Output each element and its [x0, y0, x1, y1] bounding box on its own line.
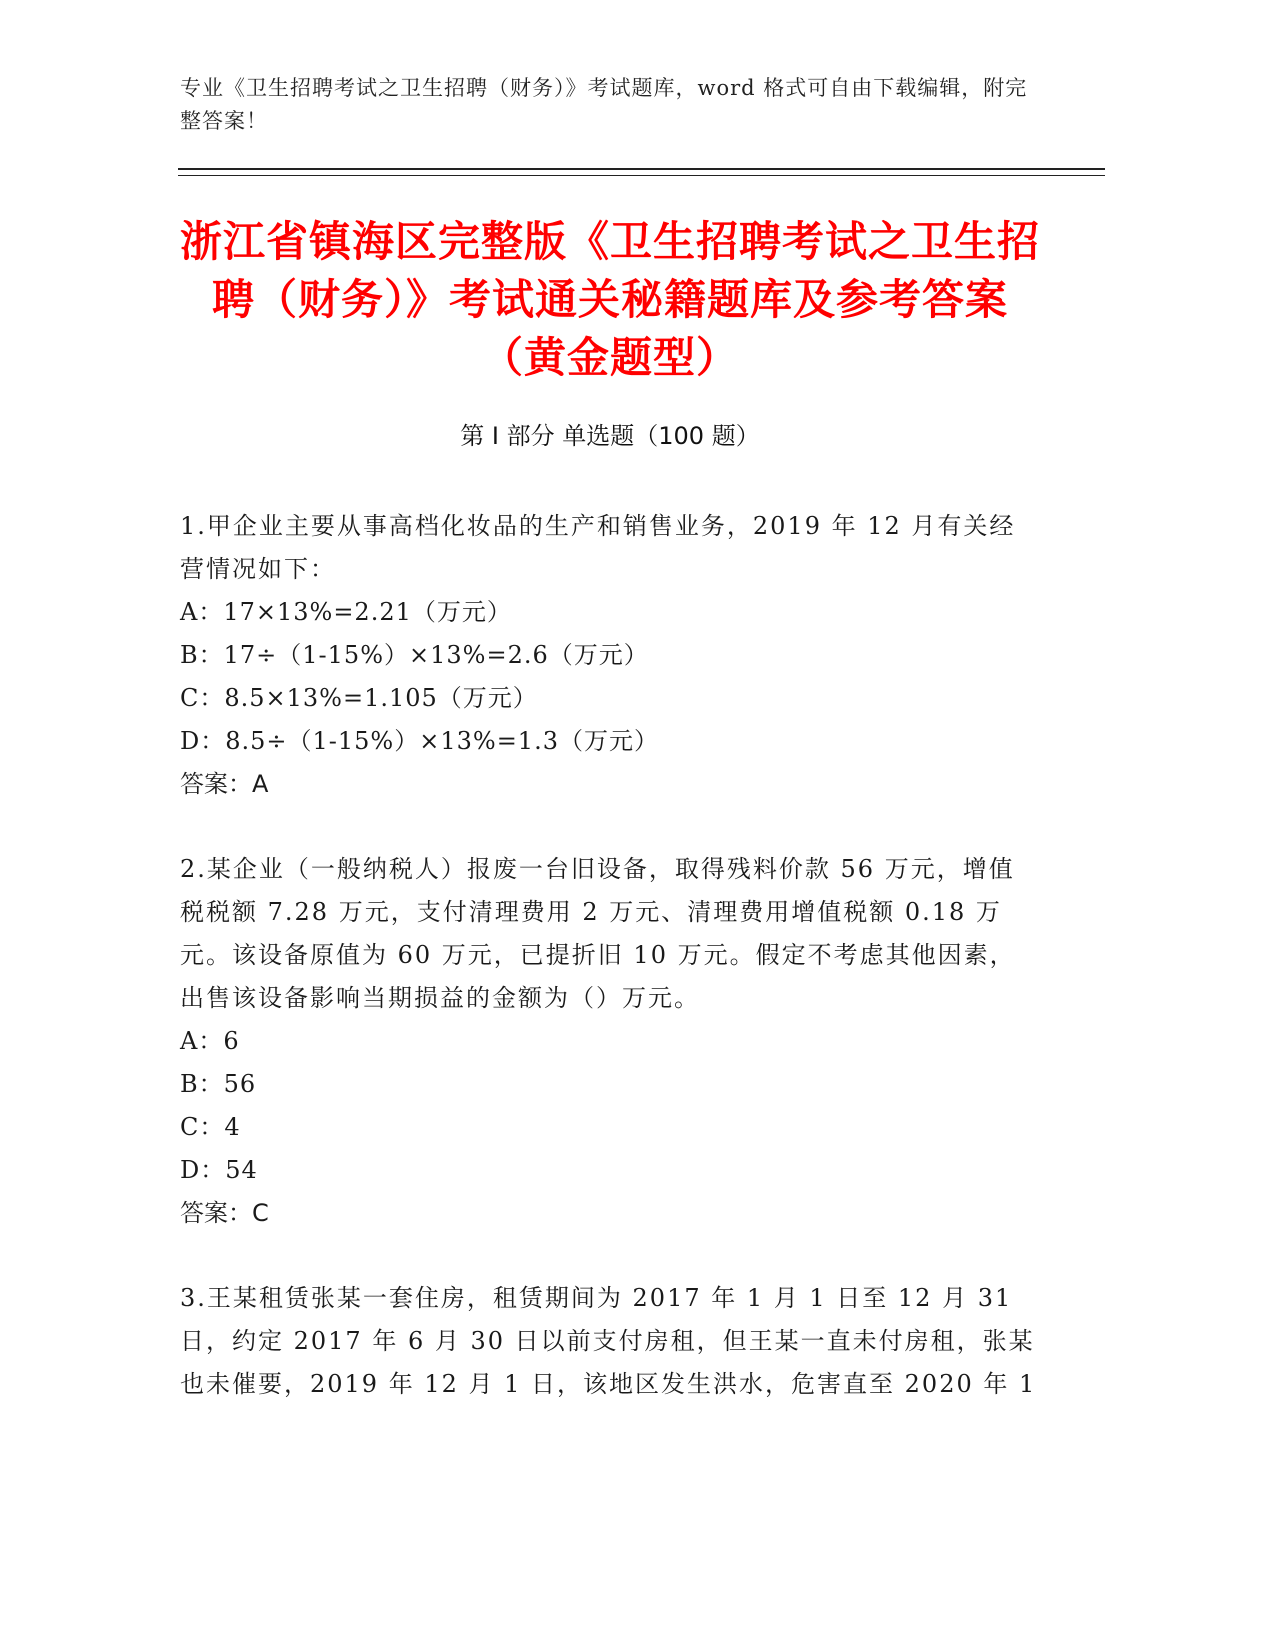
section-heading: 第 I 部分 单选题（100 题）	[460, 422, 760, 450]
question-stem: 3.王某租赁张某一套住房，租赁期间为 2017 年 1 月 1 日至 12 月 31 日，约定 2017 年 6 月 30 日以前支付房租，但王某一直未付房租，张某也未催要，2019 年 12 月 1 日，该地区发生洪水，危害直至 2020 年 1	[180, 1284, 1037, 1398]
header-note: 专业《卫生招聘考试之卫生招聘（财务）》考试题库，word 格式可自由下载编辑，附完整答案！	[180, 76, 1028, 133]
option-a: A：6	[180, 1027, 240, 1055]
option-b: B：56	[180, 1070, 257, 1098]
answer-label: 答案：A	[180, 770, 269, 798]
header-divider-thin	[178, 175, 1105, 176]
option-c: C：4	[180, 1113, 241, 1141]
question-list	[180, 505, 1040, 1448]
option-a: A：17×13%=2.21（万元）	[180, 598, 512, 626]
header-divider	[178, 168, 1105, 170]
document-title: 浙江省镇海区完整版《卫生招聘考试之卫生招聘（财务）》考试通关秘籍题库及参考答案（黄金题型）	[180, 217, 1041, 382]
option-b: B：17÷（1-15%）×13%=2.6（万元）	[180, 641, 649, 669]
option-c: C：8.5×13%=1.105（万元）	[180, 684, 538, 712]
answer-label: 答案：C	[180, 1199, 269, 1227]
question-1	[180, 505, 1040, 806]
question-stem: 1.甲企业主要从事高档化妆品的生产和销售业务，2019 年 12 月有关经营情况如下：	[180, 512, 1016, 583]
question-3	[180, 1277, 1040, 1406]
question-2	[180, 848, 1040, 1235]
question-stem: 2.某企业（一般纳税人）报废一台旧设备，取得残料价款 56 万元，增值税税额 7.28 万元，支付清理费用 2 万元、清理费用增值税额 0.18 万元。该设备原值为 60 万元，已提折旧 10 万元。假定不考虑其他因素，出售该设备影响当期损益的金额为（）万元。	[180, 855, 1016, 1012]
option-d: D：8.5÷（1-15%）×13%=1.3（万元）	[180, 727, 659, 755]
option-d: D：54	[180, 1156, 258, 1184]
